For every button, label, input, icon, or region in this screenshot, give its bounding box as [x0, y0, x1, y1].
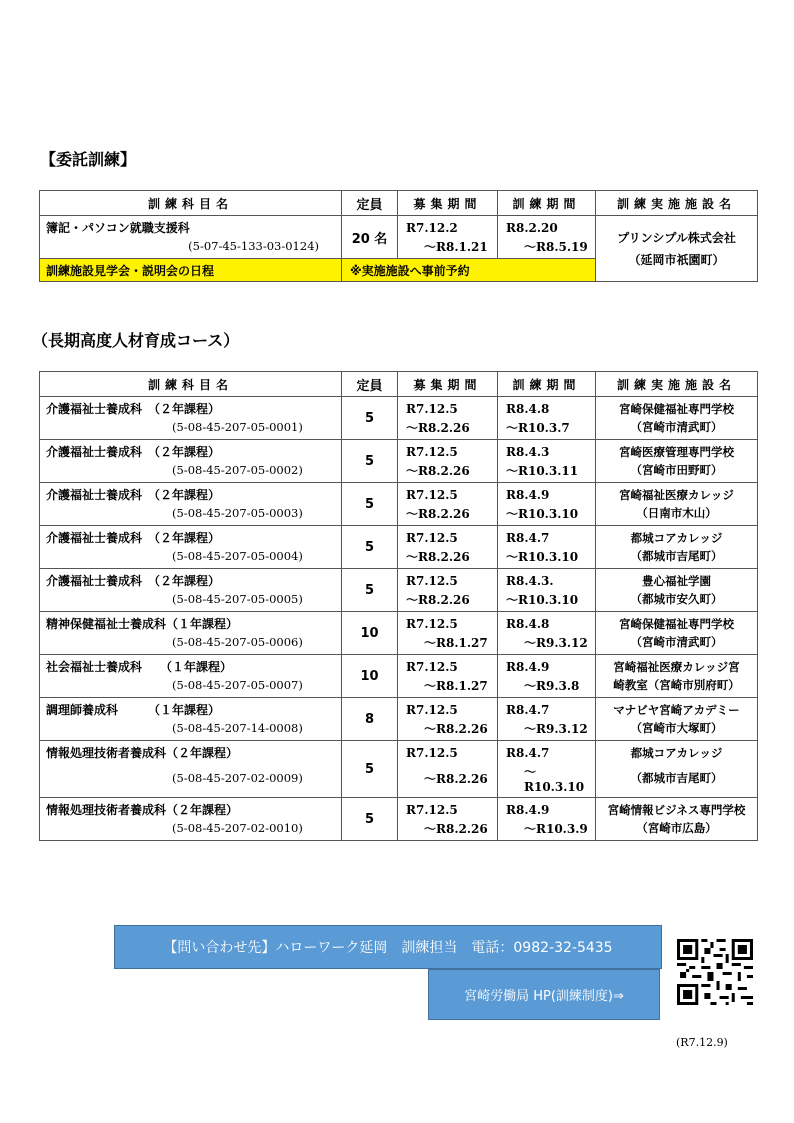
course-name: 介護福祉士養成科 （２年課程） [40, 483, 342, 504]
recruit-from: R7.12.5 [398, 741, 498, 762]
facility-location: （都城市安久町） [596, 589, 758, 612]
facility-location: （宮崎市清武町） [596, 417, 758, 440]
labour-bureau-hp-link[interactable]: 宮崎労働局 HP(訓練制度)⇒ [428, 969, 660, 1020]
table-row [40, 761, 758, 798]
table-row [40, 675, 758, 698]
header-facility: 訓練実施施設名 [596, 372, 758, 397]
train-to: ～R10.3.9 [498, 818, 596, 841]
course-code: (5-08-45-207-05-0002) [40, 460, 342, 483]
train-from: R8.4.3 [498, 440, 596, 461]
facility-name: 宮崎福祉医療カレッジ宮 [596, 655, 758, 676]
train-from: R8.4.8 [498, 397, 596, 418]
train-to: ～R10.3.10 [498, 503, 596, 526]
course-code: (5-08-45-207-02-0009) [40, 761, 342, 798]
course-capacity: 5 [342, 569, 398, 612]
course-name: 介護福祉士養成科 （２年課程） [40, 526, 342, 547]
header-recruit: 募集期間 [398, 372, 498, 397]
course-code: (5-08-45-207-02-0010) [40, 818, 342, 841]
train-to: ～R9.3.8 [498, 675, 596, 698]
facility-name: 都城コアカレッジ [596, 741, 758, 762]
course-code: (5-08-45-207-05-0004) [40, 546, 342, 569]
facility-location: （延岡市祇園町） [628, 252, 725, 267]
table-row [40, 440, 758, 461]
facility-location: （宮崎市大塚町） [596, 718, 758, 741]
train-to: ～R10.3.11 [498, 460, 596, 483]
table-row [40, 632, 758, 655]
course-code: (5-07-45-133-03-0124) [40, 236, 342, 259]
table-row [40, 718, 758, 741]
course-capacity: 5 [342, 440, 398, 483]
table-row [40, 503, 758, 526]
recruit-to: ～R8.1.27 [398, 632, 498, 655]
course-code: (5-08-45-207-05-0007) [40, 675, 342, 698]
table-row [40, 612, 758, 633]
facility-name: 宮崎保健福祉専門学校 [596, 612, 758, 633]
course-name: 情報処理技術者養成科（２年課程） [40, 741, 342, 762]
facility-name: マナビヤ宮崎アカデミー [596, 698, 758, 719]
recruit-from: R7.12.5 [398, 698, 498, 719]
recruit-from: R7.12.5 [398, 483, 498, 504]
table-row [40, 798, 758, 819]
table-row [40, 483, 758, 504]
facility-location: 崎教室（宮崎市別府町） [596, 675, 758, 698]
course-code: (5-08-45-207-14-0008) [40, 718, 342, 741]
facility-location: （宮崎市広島） [596, 818, 758, 841]
contact-box: 【問い合わせ先】ハローワーク延岡 訓練担当 電話：0982-32-5435 [114, 925, 662, 969]
course-name: 介護福祉士養成科 （２年課程） [40, 569, 342, 590]
course-capacity: 5 [342, 397, 398, 440]
train-to: ～R10.3.10 [498, 546, 596, 569]
recruit-from: R7.12.5 [398, 612, 498, 633]
header-course: 訓練科目名 [40, 191, 342, 216]
facility-name: 豊心福祉学園 [596, 569, 758, 590]
consignment-table [39, 190, 758, 282]
facility-name: 宮崎情報ビジネス専門学校 [596, 798, 758, 819]
course-name: 介護福祉士養成科 （２年課程） [40, 440, 342, 461]
table-row [40, 216, 758, 237]
train-from: R8.4.3. [498, 569, 596, 590]
train-from: R8.4.9 [498, 798, 596, 819]
recruit-to: ～R8.2.26 [398, 589, 498, 612]
table-row [40, 569, 758, 590]
table-row [40, 655, 758, 676]
train-from: R8.4.7 [498, 526, 596, 547]
section-title-consignment: 【委託訓練】 [40, 150, 137, 169]
table-row [40, 397, 758, 418]
recruit-to: ～R8.2.26 [398, 417, 498, 440]
facility-name: 宮崎保健福祉専門学校 [596, 397, 758, 418]
recruit-from: R7.12.5 [398, 798, 498, 819]
recruit-from: R7.12.5 [398, 526, 498, 547]
recruit-to: ～R8.2.26 [398, 761, 498, 798]
course-capacity: 20 名 [342, 216, 398, 259]
recruit-from: R7.12.5 [398, 440, 498, 461]
course-name: 社会福祉士養成科 （１年課程） [40, 655, 342, 676]
table-header-row [40, 191, 758, 216]
train-from: R8.4.7 [498, 741, 596, 762]
course-name: 介護福祉士養成科 （２年課程） [40, 397, 342, 418]
course-capacity: 10 [342, 612, 398, 655]
course-capacity: 5 [342, 798, 398, 841]
recruit-to: ～R8.2.26 [398, 503, 498, 526]
facility-location: （宮崎市田野町） [596, 460, 758, 483]
recruit-from: R7.12.5 [398, 569, 498, 590]
facility-name: プリンシプル株式会社 [617, 230, 736, 245]
facility-location: （都城市吉尾町） [596, 761, 758, 798]
course-code: (5-08-45-207-05-0005) [40, 589, 342, 612]
facility-location: （日南市木山） [596, 503, 758, 526]
train-to: ～R10.3.10 [498, 761, 596, 798]
table-row [40, 526, 758, 547]
table-row [40, 546, 758, 569]
train-to: ～R9.3.12 [498, 718, 596, 741]
recruit-to: ～R8.1.21 [398, 236, 498, 259]
facility-name: 都城コアカレッジ [596, 526, 758, 547]
recruit-to: ～R8.2.26 [398, 460, 498, 483]
section-title-long-term: （長期高度人材育成コース） [32, 331, 240, 350]
recruit-to: ～R8.1.27 [398, 675, 498, 698]
facility-cell [596, 216, 758, 282]
header-training: 訓練期間 [498, 372, 596, 397]
header-capacity: 定員 [342, 191, 398, 216]
course-capacity: 5 [342, 526, 398, 569]
recruit-from: R7.12.5 [398, 655, 498, 676]
course-name: 精神保健福祉士養成科（１年課程） [40, 612, 342, 633]
train-to: ～R9.3.12 [498, 632, 596, 655]
train-to: ～R10.3.10 [498, 589, 596, 612]
table-row [40, 698, 758, 719]
table-row [40, 460, 758, 483]
course-capacity: 5 [342, 483, 398, 526]
recruit-from: R7.12.2 [398, 216, 498, 237]
visit-note-text: ※実施施設へ事前予約 [350, 263, 470, 278]
train-from: R8.4.9 [498, 483, 596, 504]
facility-name: 宮崎福祉医療カレッジ [596, 483, 758, 504]
course-code: (5-08-45-207-05-0006) [40, 632, 342, 655]
recruit-from: R7.12.5 [398, 397, 498, 418]
course-capacity: 5 [342, 741, 398, 798]
visit-label: 訓練施設見学会・説明会の日程 [40, 259, 342, 282]
course-name: 調理師養成科 （１年課程） [40, 698, 342, 719]
train-to: ～R8.5.19 [498, 236, 596, 259]
train-to: ～R10.3.7 [498, 417, 596, 440]
course-name: 簿記・パソコン就職支援科 [40, 216, 342, 237]
recruit-to: ～R8.2.26 [398, 818, 498, 841]
course-capacity: 8 [342, 698, 398, 741]
table-row [40, 818, 758, 841]
header-training: 訓練期間 [498, 191, 596, 216]
facility-name: 宮崎医療管理専門学校 [596, 440, 758, 461]
facility-location: （都城市吉尾町） [596, 546, 758, 569]
table-row [40, 417, 758, 440]
table-row [40, 741, 758, 762]
table-row [40, 589, 758, 612]
train-from: R8.4.9 [498, 655, 596, 676]
header-capacity: 定員 [342, 372, 398, 397]
header-course: 訓練科目名 [40, 372, 342, 397]
date-stamp: (R7.12.9) [676, 1036, 728, 1049]
train-from: R8.4.8 [498, 612, 596, 633]
header-facility: 訓練実施施設名 [596, 191, 758, 216]
course-capacity: 10 [342, 655, 398, 698]
course-name: 情報処理技術者養成科（２年課程） [40, 798, 342, 819]
train-from: R8.2.20 [498, 216, 596, 237]
facility-location: （宮崎市清武町） [596, 632, 758, 655]
recruit-to: ～R8.2.26 [398, 546, 498, 569]
header-recruit: 募集期間 [398, 191, 498, 216]
course-code: (5-08-45-207-05-0003) [40, 503, 342, 526]
course-code: (5-08-45-207-05-0001) [40, 417, 342, 440]
train-from: R8.4.7 [498, 698, 596, 719]
table-header-row [40, 372, 758, 397]
qr-code-icon [677, 939, 753, 1005]
long-term-table [39, 371, 758, 841]
visit-note [342, 259, 596, 282]
recruit-to: ～R8.2.26 [398, 718, 498, 741]
